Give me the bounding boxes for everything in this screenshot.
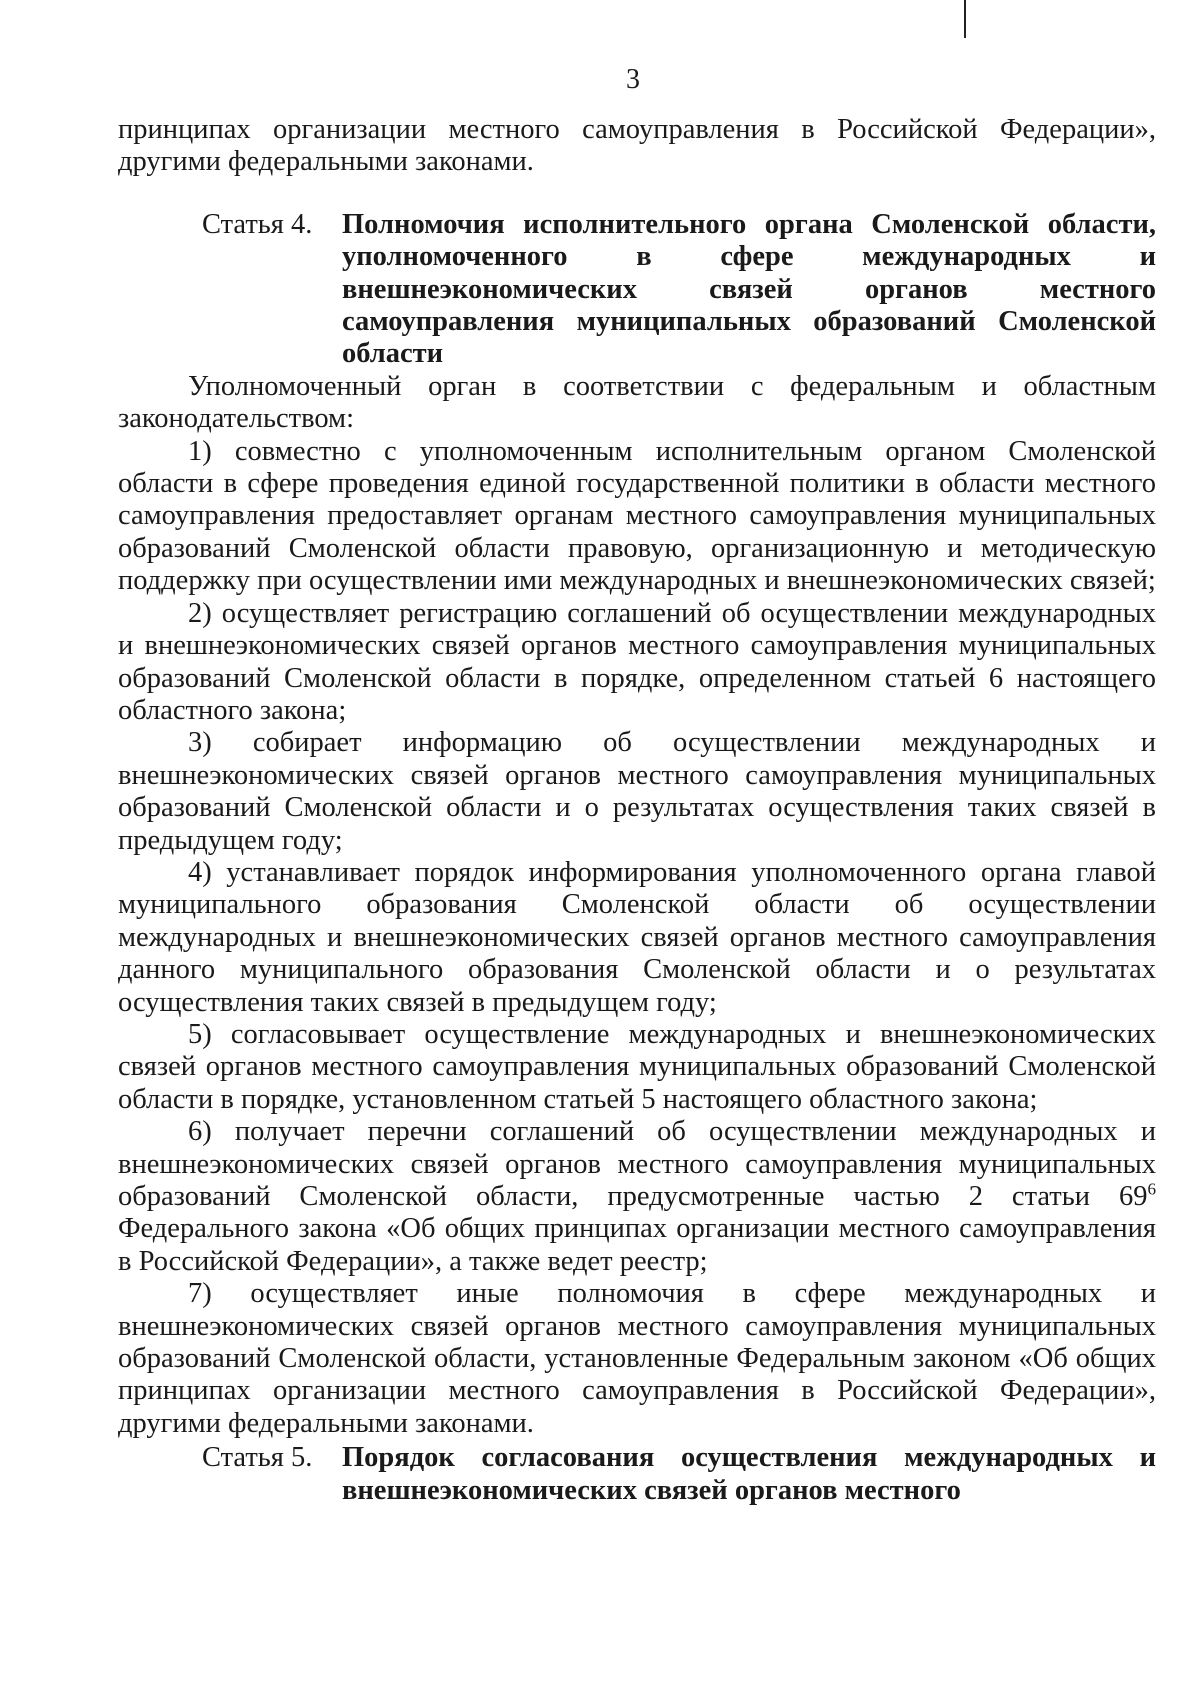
document-body	[118, 114, 1156, 1507]
article-4-item-6	[118, 1116, 1156, 1278]
article-4-item-7: 7) осуществляет иные полномочия в сфере международных и внешнеэкономических связей органов местного самоуправления муниципальных образований Смоленской области, установленные Федеральным законом «Об общих принципах организации местного самоуправления в Российской Федерации», другими федеральными законами.	[118, 1278, 1156, 1439]
article-5-label: Статья 5.	[202, 1442, 313, 1474]
article-4-item-4: 4) устанавливает порядок информирования уполномоченного органа главой муниципального образования Смоленской области об осуществлении международных и внешнеэкономических связей органов местного самоуправления данного муниципального образования Смоленской области и о результатах осуществления таких связей в предыдущем году;	[118, 856, 1156, 1018]
intro-paragraph: принципах организации местного самоуправления в Российской Федерации», другими федеральными законами.	[118, 114, 1156, 178]
article-5-header	[118, 1442, 1156, 1507]
article-5-title: Порядок согласования осуществления международных и внешнеэкономических связей органов местного	[342, 1442, 1156, 1506]
article-4-item-1: 1) совместно с уполномоченным исполнительным органом Смоленской области в сфере проведения единой государственной политики в области местного самоуправления предоставляет органам местного самоуправления муниципальных образований Смоленской области правовую, организационную и методическую поддержку при осуществлении ими международных и внешнеэкономических связей;	[118, 435, 1156, 597]
article-4-label: Статья 4.	[202, 208, 313, 240]
article-4-header	[118, 209, 1156, 371]
article-4-item-6-text-a: 6) получает перечни соглашений об осуществлении международных и внешнеэкономических связей органов местного самоуправления муниципальных образований Смоленской области, предусмотренные частью 2 статьи 69	[118, 1116, 1156, 1212]
article-4-item-6-superscript: 6	[1147, 1179, 1156, 1199]
article-4-title: Полномочия исполнительного органа Смоленской области, уполномоченного в сфере международных и внешнеэкономических связей органов местного самоуправления муниципальных образований Смоленской области	[342, 208, 1156, 370]
page-number: 3	[626, 64, 640, 95]
article-4-item-5: 5) согласовывает осуществление международных и внешнеэкономических связей органов местного самоуправления муниципальных образований Смоленской области в порядке, установленном статьей 5 настоящего областного закона;	[118, 1018, 1156, 1115]
scan-edge-mark	[964, 0, 966, 38]
article-4-lead: Уполномоченный орган в соответствии с федеральным и областным законодательством:	[118, 370, 1156, 435]
article-4-item-6-text-b: Федерального закона «Об общих принципах организации местного самоуправления в Российской Федерации», а также ведет реестр;	[118, 1213, 1156, 1277]
article-4-item-2: 2) осуществляет регистрацию соглашений об осуществлении международных и внешнеэкономических связей органов местного самоуправления муниципальных образований Смоленской области в порядке, определенном статьей 6 настоящего областного закона;	[118, 597, 1156, 726]
article-4-item-3: 3) собирает информацию об осуществлении международных и внешнеэкономических связей органов местного самоуправления муниципальных образований Смоленской области и о результатах осуществления таких связей в предыдущем году;	[118, 727, 1156, 856]
